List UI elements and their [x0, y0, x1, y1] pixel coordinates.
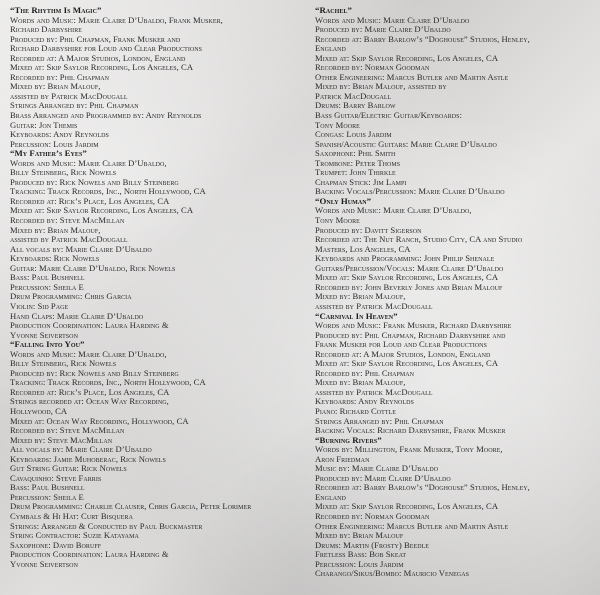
credit-line: England	[315, 491, 346, 502]
credit-line: Recorded by: Phil Chapman	[315, 367, 414, 378]
credit-line: Mixed at: Skip Saylor Recording, Los Angeles, CA	[315, 501, 499, 512]
credit-line: Keyboards and Programming: John Philip Shenale	[315, 253, 495, 264]
credit-line: Richard Darbyshire for Loud and Clear Productions	[10, 43, 203, 54]
credit-line: Keyboards: Jamie Muhoberac, Rick Nowels	[10, 453, 166, 464]
credit-line: Billy Steinberg, Rick Nowels	[10, 167, 117, 178]
credit-line: Gut String Guitar: Rick Nowels	[10, 463, 127, 474]
credit-line: Tony Moore	[315, 119, 360, 130]
credit-line: Drums: Barry Barlow	[315, 100, 396, 111]
credit-line: Piano: Richard Cottle	[315, 405, 396, 416]
credit-line: assisted by Patrick MacDougall	[10, 90, 128, 101]
credit-line: Words and Music: Marie Claire D’Ubaldo,	[10, 348, 167, 359]
credit-line: Mixed at: Skip Saylor Recording, Los Angeles, CA	[315, 272, 499, 283]
credit-line: Drum Programming: Charlie Clauser, Chris Garcia, Peter Lorimer	[10, 501, 252, 512]
credit-line: All vocals by: Marie Claire D’Ubaldo	[10, 444, 152, 455]
credit-line: Words and Music: Marie Claire D’Ubaldo	[315, 14, 470, 25]
credit-line: Words and Music: Marie Claire D’Ubaldo,	[10, 157, 167, 168]
credit-line: Mixed by: Steve MacMillan	[10, 434, 113, 445]
credit-line: Recorded by: Norman Goodman	[315, 62, 430, 73]
credit-line: Recorded at: Rick’s Place, Los Angeles, CA	[10, 195, 170, 206]
credit-line: Produced by: Rick Nowels and Billy Steinberg	[10, 176, 179, 187]
credit-line: Trumpet: John Thirkle	[315, 167, 396, 178]
credit-line: Produced by: Davitt Sigerson	[315, 224, 422, 235]
credit-line: Spanish/Acoustic Guitars: Marie Claire D’Ubaldo	[315, 138, 497, 149]
credit-line: Other Engineering: Marcus Butler and Martin Astle	[315, 71, 509, 82]
credit-line: Tony Moore	[315, 215, 360, 226]
song-title: “The Rhythm Is Magic”	[10, 5, 102, 15]
credit-line: Guitars/Percussion/Vocals: Marie Claire D’Ubaldo	[315, 262, 504, 273]
song-title: “Only Human”	[315, 195, 372, 206]
credit-line: Tracking: Track Records, Inc., North Hollywood, CA	[10, 377, 206, 388]
credit-line: Keyboards: Andy Reynolds	[315, 396, 414, 407]
credit-line: Drum Programming: Chris Garcia	[10, 291, 132, 302]
credit-line: Patrick MacDougall	[315, 90, 392, 101]
credit-line: England	[315, 43, 346, 54]
credit-line: Strings Arranged by: Phil Chapman	[10, 100, 139, 111]
song-title: “Burning Rivers”	[315, 434, 382, 445]
credit-line: String Contractor: Suzie Katayama	[10, 530, 139, 541]
credit-line: Mixed by: Brian Malouf,	[10, 224, 101, 235]
credit-line: Fretless Bass: Bob Skeat	[315, 549, 407, 560]
credit-line: Bass: Paul Bushnell	[10, 272, 85, 283]
song-credits-carnival-in-heaven	[315, 312, 597, 436]
credit-line: Guitar: Marie Claire D’Ubaldo, Rick Nowels	[10, 262, 176, 273]
credit-line: Music by: Marie Claire D’Ubaldo	[315, 463, 439, 474]
credit-line: Richard Darbyshire	[10, 24, 82, 35]
song-credits-burning-rivers	[315, 436, 597, 579]
credit-line: assisted by Patrick MacDougall	[315, 386, 433, 397]
credit-line: Recorded at: A Major Studios, London, England	[10, 52, 186, 63]
song-credits-falling-into-you	[10, 340, 300, 569]
credit-line: Tracking: Track Records, Inc., North Hollywood, CA	[10, 186, 206, 197]
song-credits-only-human	[315, 197, 597, 312]
credit-line: Percussion: Sheila E	[10, 281, 84, 292]
credit-line: Strings: Arranged & Conducted by Paul Buckmaster	[10, 520, 203, 531]
credit-line: Recorded by: Phil Chapman	[10, 71, 109, 82]
credit-line: Recorded by: John Beverly Jones and Brian Malouf	[315, 281, 503, 292]
credit-line: Saxophone: David Boruff	[10, 539, 102, 550]
credit-line: Mixed by: Brian Malouf, assisted by	[315, 81, 447, 92]
credit-line: Production Coordination: Laura Harding &	[10, 320, 169, 331]
credit-line: Words by: Millington, Frank Musker, Tony Moore,	[315, 444, 503, 455]
credit-line: Backing Vocals: Richard Darbyshire, Frank Musker	[315, 425, 506, 436]
credit-line: Mixed at: Skip Saylor Recording, Los Angeles, CA	[315, 358, 499, 369]
credit-line: Recorded by: Norman Goodman	[315, 510, 430, 521]
credit-line: Produced by: Marie Claire D’Ubaldo	[315, 24, 451, 35]
credit-line: Backing Vocals/Percussion: Marie Claire D’Ubaldo	[315, 186, 505, 197]
credit-line: Cavaquinho: Steve Farris	[10, 472, 102, 483]
credit-line: Mixed by: Brian Malouf,	[315, 377, 406, 388]
credit-line: Keyboards: Andy Reynolds	[10, 129, 109, 140]
credit-line: Strings recorded at: Ocean Way Recording,	[10, 396, 169, 407]
song-title: “Carnival In Heaven”	[315, 310, 398, 321]
credit-line: Recorded at: Barry Barlow’s “Doghouse” Studios, Henley,	[315, 33, 530, 44]
left-credits-column	[10, 6, 300, 569]
credit-line: Chapman Stick: Jim Lampi	[315, 176, 407, 187]
credit-line: Aron Friedman	[315, 453, 370, 464]
credit-line: Recorded by: Steve MacMillan	[10, 215, 125, 226]
credit-line: Guitar: Jon Themis	[10, 119, 78, 130]
credit-line: Recorded at: The Nut Ranch, Studio City, CA and Studio	[315, 234, 523, 245]
credit-line: All vocals by: Marie Claire D’Ubaldo	[10, 243, 152, 254]
credit-line: Recorded at: Rick’s Place, Los Angeles, CA	[10, 386, 170, 397]
credit-line: Other Engineering: Marcus Butler and Martin Astle	[315, 520, 509, 531]
song-credits-the-rhythm-is-magic	[10, 6, 300, 149]
credit-line: Produced by: Rick Nowels and Billy Steinberg	[10, 367, 179, 378]
credit-line: Mixed at: Skip Saylor Recording, Los Angeles, CA	[10, 62, 194, 73]
credit-line: Mixed at: Skip Saylor Recording, Los Angeles, CA	[10, 205, 194, 216]
credit-line: Billy Steinberg, Rick Nowels	[10, 358, 117, 369]
credit-line: Mixed by: Brian Malouf	[315, 530, 404, 541]
credit-line: Mixed at: Skip Saylor Recording, Los Angeles, CA	[315, 52, 499, 63]
credit-line: Brass Arranged and Programmed by: Andy Reynolds	[10, 110, 202, 121]
credit-line: Keyboards: Rick Nowels	[10, 253, 100, 264]
credit-line: Words and Music: Frank Musker, Richard Darbyshire	[315, 320, 512, 331]
credit-line: Congas: Louis Jardim	[315, 129, 392, 140]
credit-line: Drums: Martin (Frosty) Beedle	[315, 539, 430, 550]
credit-line: Strings Arranged by: Phil Chapman	[315, 415, 444, 426]
credit-line: Trombone: Peter Thoms	[315, 157, 401, 168]
credit-line: Mixed at: Ocean Way Recording, Hollywood, CA	[10, 415, 189, 426]
credit-line: Produced by: Phil Chapman, Frank Musker and	[10, 33, 181, 44]
credit-line: Saxophone: Phil Smith	[315, 148, 396, 159]
credit-line: Percussion: Louis Jardim	[315, 558, 404, 569]
credit-line: Mixed by: Brian Malouf,	[10, 81, 101, 92]
song-title: “Falling Into You”	[10, 339, 85, 350]
song-credits-rachel	[315, 6, 597, 197]
credit-line: Words and Music: Marie Claire D’Ubaldo,	[315, 205, 472, 216]
credit-line: Masters, Los Angeles, CA	[315, 243, 411, 254]
credit-line: Recorded at: Barry Barlow’s “Doghouse” Studios, Henley,	[315, 482, 530, 493]
credit-line: Yvonne Seivertson	[10, 329, 78, 340]
credit-line: Produced by: Phil Chapman, Richard Darbyshire and	[315, 329, 506, 340]
credit-line: Violin: Sid Page	[10, 300, 69, 311]
song-title: “My Father’s Eyes”	[10, 148, 87, 159]
credit-line: Charango/Sikus/Bombo: Mauricio Venegas	[315, 568, 469, 579]
credit-line: Recorded at: A Major Studios, London, England	[315, 348, 491, 359]
credit-line: assisted by Patrick MacDougall	[10, 234, 128, 245]
credit-line: Hand Claps: Marie Claire D’Ubaldo	[10, 310, 144, 321]
credit-line: Cymbals & Hi Hat: Curt Bisquera	[10, 510, 133, 521]
credit-line: Recorded by: Steve MacMillan	[10, 425, 125, 436]
credit-line: Production Coordination: Laura Harding &	[10, 549, 169, 560]
song-title: “Rachel”	[315, 5, 352, 15]
credit-line: Words and Music: Marie Claire D’Ubaldo, Frank Musker,	[10, 14, 223, 25]
credit-line: assisted by Patrick MacDougall	[315, 300, 433, 311]
credit-line: Percussion: Sheila E	[10, 491, 84, 502]
credit-line: Percussion: Louis Jardim	[10, 138, 99, 149]
credit-line: Bass: Paul Bushnell	[10, 482, 85, 493]
song-credits-my-father-s-eyes	[10, 149, 300, 340]
credit-line: Bass Guitar/Electric Guitar/Keyboards:	[315, 110, 463, 121]
credit-line: Frank Musker for Loud and Clear Productions	[315, 339, 487, 350]
credit-line: Yvonne Seivertson	[10, 558, 78, 569]
credit-line: Produced by: Marie Claire D’Ubaldo	[315, 472, 451, 483]
right-credits-column	[315, 6, 597, 579]
credit-line: Hollywood, CA	[10, 405, 68, 416]
credit-line: Mixed by: Brian Malouf,	[315, 291, 406, 302]
